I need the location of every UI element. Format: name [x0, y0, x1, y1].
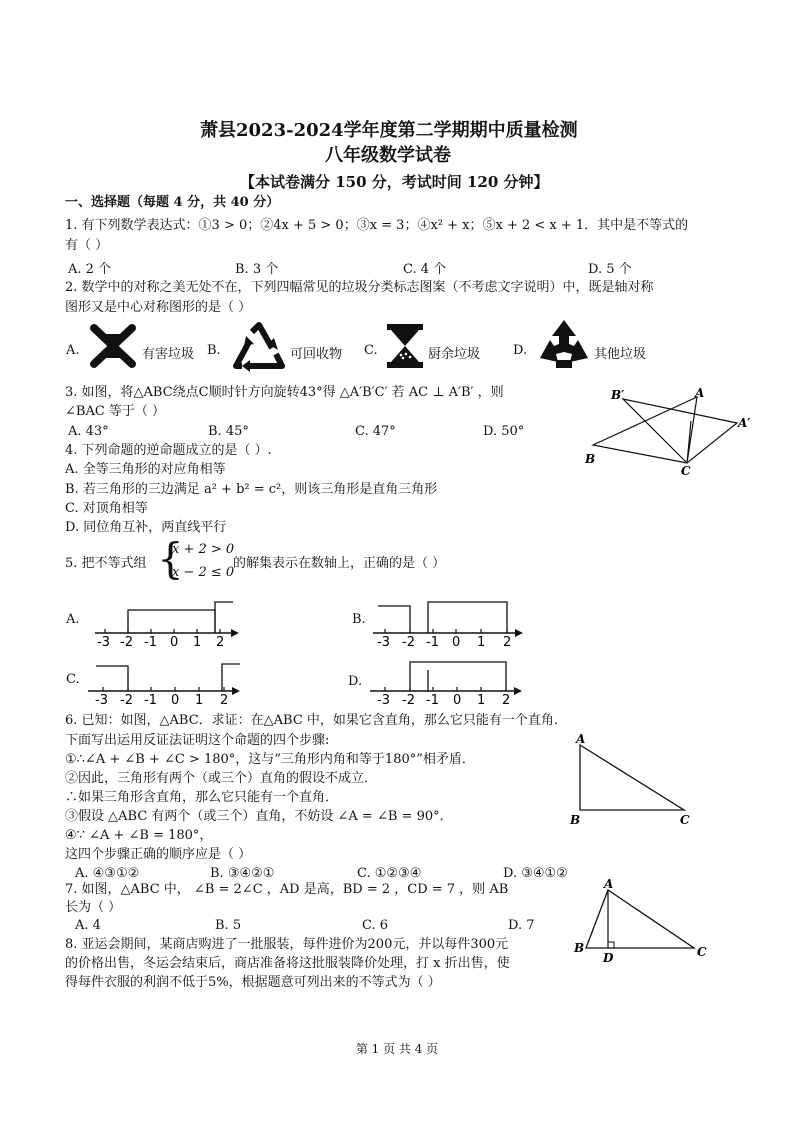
number-line-c — [88, 656, 248, 706]
svg-text:1: 1 — [477, 693, 486, 708]
svg-text:0: 0 — [453, 693, 462, 708]
q2-option-b-label: 可回收物 — [290, 347, 343, 362]
q6-option-d: D. ③④①② — [503, 866, 568, 881]
exam-subtitle: 八年级数学试卷 — [325, 145, 451, 166]
q6-option-c: C. ①②③④ — [357, 866, 422, 881]
q1-option-a: A. 2 个 — [68, 262, 112, 277]
svg-text:A: A — [604, 877, 614, 891]
svg-text:-3: -3 — [95, 693, 108, 708]
q1-stem-line1: 1. 有下列数学表达式：①3 > 0；②4x + 5 > 0；③x = 3；④x² + x；⑤x + 2 < x + 1．其中是不等式的 — [65, 218, 689, 233]
svg-text:-2: -2 — [402, 635, 415, 650]
q7-option-b: B. 5 — [215, 918, 242, 933]
q5-option-c: C. — [66, 672, 80, 687]
q7-option-d: D. 7 — [508, 918, 535, 933]
q4-option-c: C. 对顶角相等 — [65, 501, 148, 516]
q2-option-a-label: 有害垃圾 — [142, 347, 195, 362]
recyclable-icon — [232, 322, 286, 370]
q6-line-4: ②因此，三角形有两个（或三个）直角的假设不成立． — [65, 771, 378, 786]
label-b-prime: B′ — [611, 388, 625, 402]
q7-option-a: A. 4 — [75, 918, 101, 933]
svg-text:2: 2 — [503, 635, 512, 650]
q3-option-a: A. 43° — [68, 424, 109, 439]
q2-stem-line2: 图形又是中心对称图形的是（ ） — [65, 300, 252, 315]
svg-text:2: 2 — [220, 693, 229, 708]
q2-option-c-label: 厨余垃圾 — [428, 347, 481, 362]
q6-line-7: ④∵ ∠A + ∠B = 180°， — [65, 828, 213, 843]
q3-stem-line2: ∠BAC 等于（ ） — [65, 404, 166, 419]
q6-option-a: A. ④③①② — [75, 866, 140, 881]
svg-text:C: C — [680, 813, 690, 827]
q3-rotation-figure — [585, 385, 755, 477]
q3-stem-line1: 3. 如图，将△ABC绕点C顺时针方向旋转43°得 △A′B′C′ 若 AC ⊥ A′B′ ，则 — [65, 385, 504, 400]
q6-line-5: ∴如果三角形含直角，那么它只能有一个直角． — [65, 790, 339, 805]
q6-right-triangle-figure — [568, 733, 698, 828]
q6-line-6: ③假设 △ABC 有两个（或三个）直角，不妨设 ∠A = ∠B = 90°． — [65, 809, 453, 824]
svg-text:B: B — [570, 813, 581, 827]
number-line-b — [373, 598, 533, 648]
svg-text:-1: -1 — [144, 635, 157, 650]
q7-altitude-triangle-figure — [570, 877, 710, 966]
kitchen-waste-icon — [385, 322, 425, 370]
q4-stem: 4. 下列命题的逆命题成立的是（ ）. — [65, 443, 272, 458]
q7-stem-line1: 7. 如图，△ABC 中， ∠B = 2∠C ，AD 是高，BD = 2 ，CD = 7 ，则 AB — [65, 882, 509, 897]
section-heading: 一、选择题（每题 4 分，共 40 分） — [65, 195, 280, 210]
hazardous-waste-icon — [88, 322, 138, 370]
q8-line-3: 得每件衣服的利润不低于5%，根据题意可列出来的不等式为（ ） — [65, 975, 441, 990]
exam-title: 萧县2023-2024学年度第二学期期中质量检测 — [200, 120, 578, 141]
other-waste-icon — [536, 318, 592, 370]
q2-option-d-label: 其他垃圾 — [594, 347, 647, 362]
q2-option-b-letter: B. — [207, 343, 221, 358]
svg-text:D: D — [603, 951, 614, 965]
svg-text:-3: -3 — [97, 635, 110, 650]
q5-suffix: 的解集表示在数轴上，正确的是（ ） — [233, 556, 446, 571]
q4-option-d: D. 同位角互补，两直线平行 — [65, 520, 227, 535]
svg-text:-2: -2 — [402, 693, 415, 708]
number-line-d — [370, 656, 530, 706]
q1-option-d: D. 5 个 — [588, 262, 632, 277]
q2-option-d-letter: D. — [513, 343, 528, 358]
svg-text:0: 0 — [171, 693, 180, 708]
q6-line-2: 下面写出运用反证法证明这个命题的四个步骤: — [65, 733, 330, 748]
q8-line-1: 8. 亚运会期间，某商店购进了一批服装，每件进价为200元，并以每件300元 — [65, 937, 509, 952]
svg-text:-1: -1 — [144, 693, 157, 708]
svg-text:1: 1 — [195, 693, 204, 708]
svg-text:0: 0 — [452, 635, 461, 650]
q5-system-line2: x − 2 ≤ 0 — [172, 565, 235, 580]
q2-option-a-letter: A. — [66, 343, 80, 358]
q7-stem-line2: 长为（ ） — [65, 900, 122, 915]
q5-option-d: D. — [348, 674, 363, 689]
q1-option-c: C. 4 个 — [403, 262, 447, 277]
svg-text:-3: -3 — [377, 635, 390, 650]
label-a-prime: A′ — [738, 416, 751, 430]
q2-option-c-letter: C. — [364, 343, 378, 358]
label-b: B — [585, 452, 596, 466]
svg-text:B: B — [574, 941, 585, 955]
q4-option-b: B. 若三角形的三边满足 a² + b² = c²，则该三角形是直角三角形 — [65, 482, 438, 497]
svg-text:A: A — [576, 732, 586, 746]
q1-option-b: B. 3 个 — [235, 262, 279, 277]
label-a: A — [695, 386, 705, 400]
q4-option-a: A. 全等三角形的对应角相等 — [65, 462, 226, 477]
label-c: C — [681, 464, 691, 478]
q6-line-3: ①∴∠A + ∠B + ∠C > 180°，这与“三角形内角和等于180°”相矛盾． — [65, 752, 475, 767]
svg-text:C: C — [697, 945, 707, 959]
svg-text:-1: -1 — [426, 635, 439, 650]
q3-option-c: C. 47° — [355, 424, 396, 439]
q6-line-1: 6. 已知：如图，△ABC．求证：在△ABC 中，如果它含直角，那么它只能有一个直角． — [65, 713, 567, 728]
q3-option-d: D. 50° — [483, 424, 525, 439]
number-line-a — [95, 598, 245, 648]
q6-option-b: B. ③④②① — [210, 866, 275, 881]
q1-stem-line2: 有（ ） — [65, 238, 109, 253]
q5-option-b: B. — [352, 612, 366, 627]
q6-line-8: 这四个步骤正确的顺序应是（ ） — [65, 847, 252, 862]
svg-text:2: 2 — [216, 635, 225, 650]
svg-text:2: 2 — [502, 693, 511, 708]
q2-stem-line1: 2. 数学中的对称之美无处不在，下列四幅常见的垃圾分类标志图案（不考虑文字说明）中，既是轴对称 — [65, 280, 654, 295]
q5-prefix: 5. 把不等式组 — [65, 556, 147, 571]
svg-text:1: 1 — [193, 635, 202, 650]
q8-line-2: 的价格出售，冬运会结束后，商店准备将这批服装降价处理，打 x 折出售，使 — [65, 956, 510, 971]
q7-option-c: C. 6 — [362, 918, 389, 933]
svg-text:-2: -2 — [120, 635, 133, 650]
q5-system-line1: x + 2 > 0 — [172, 542, 235, 557]
q5-brace: { — [157, 534, 184, 583]
svg-text:1: 1 — [477, 635, 486, 650]
q3-option-b: B. 45° — [208, 424, 249, 439]
svg-text:-2: -2 — [120, 693, 133, 708]
exam-note: 【本试卷满分 150 分，考试时间 120 分钟】 — [240, 173, 549, 191]
page-footer: 第 1 页 共 4 页 — [355, 1042, 439, 1056]
svg-text:0: 0 — [170, 635, 179, 650]
q5-option-a: A. — [66, 612, 80, 627]
svg-text:-1: -1 — [426, 693, 439, 708]
svg-text:-3: -3 — [377, 693, 390, 708]
